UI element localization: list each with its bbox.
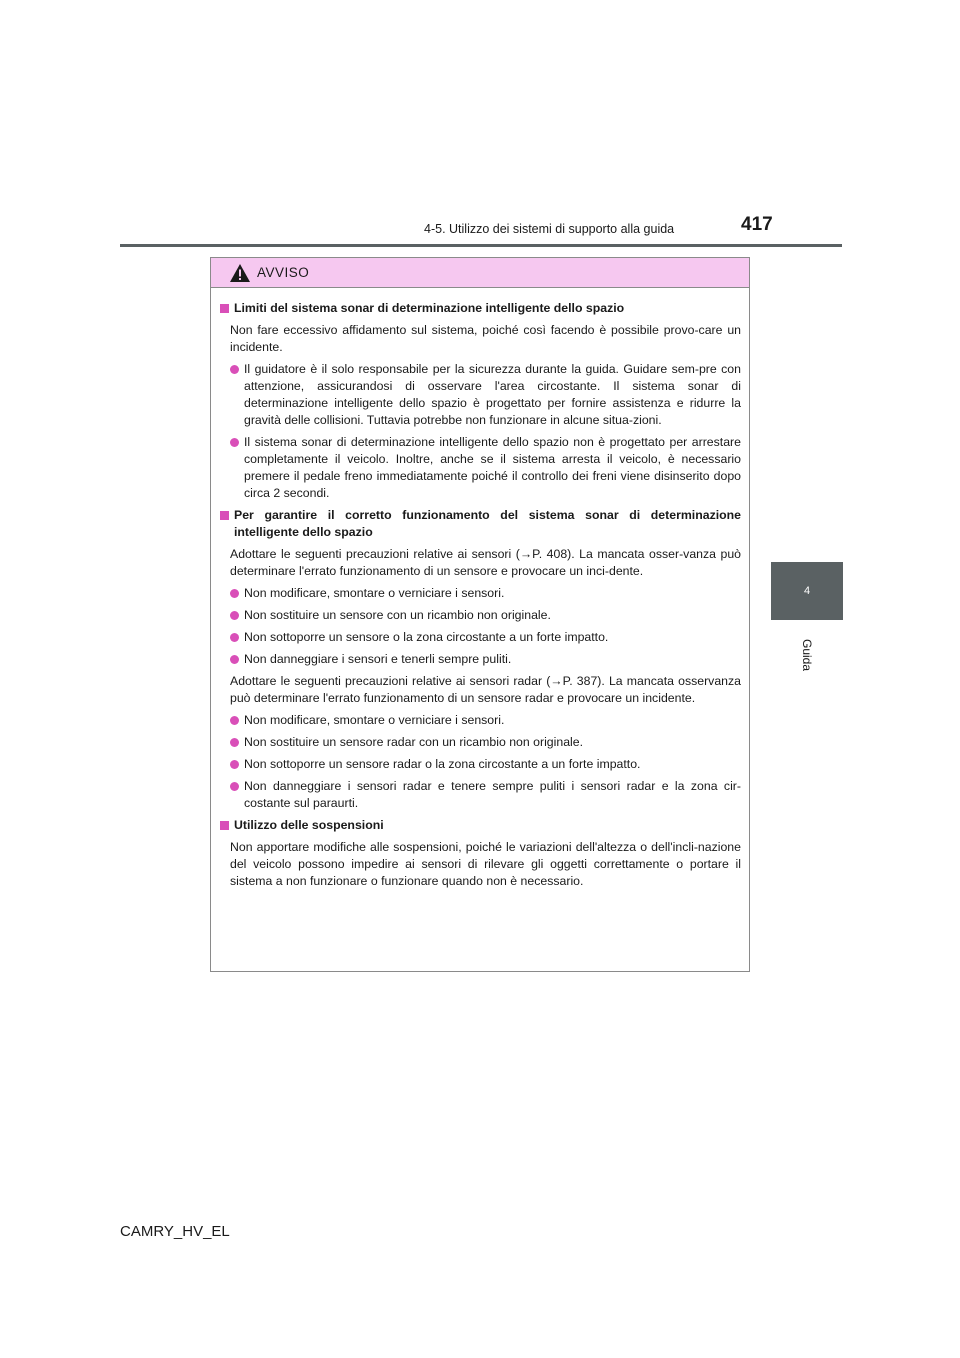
section-title-text: Utilizzo delle sospensioni [234, 818, 384, 832]
list-item [220, 651, 741, 668]
list-item [220, 778, 741, 812]
list-item [220, 756, 741, 773]
list-item [220, 585, 741, 602]
list-item [220, 434, 741, 502]
chapter-tab: 4 [771, 562, 843, 620]
list-item [220, 734, 741, 751]
round-bullet-icon [230, 782, 239, 791]
list-item [220, 712, 741, 729]
square-bullet-icon [220, 821, 229, 830]
round-bullet-icon [230, 716, 239, 725]
section-title [220, 300, 741, 317]
page-number: 417 [741, 214, 773, 235]
round-bullet-icon [230, 633, 239, 642]
list-item-text: Non sottoporre un sensore o la zona circostante a un forte impatto. [244, 630, 609, 644]
list-item [220, 607, 741, 624]
list-item-text: Non modificare, smontare o verniciare i sensori. [244, 586, 505, 600]
section-title [220, 507, 741, 541]
round-bullet-icon [230, 365, 239, 374]
square-bullet-icon [220, 511, 229, 520]
round-bullet-icon [230, 438, 239, 447]
list-item [220, 629, 741, 646]
list-item-text: Il sistema sonar di determinazione intelligente dello spazio non è progettato per arrestare completamente il veicolo. Inoltre, anche se il sistema arresta il veicolo, è necessario premere il pedale freno immediatamente poiché il controllo dei freni viene disinserito dopo circa 2 secondi. [244, 435, 741, 500]
round-bullet-icon [230, 611, 239, 620]
header-rule [120, 244, 842, 247]
round-bullet-icon [230, 655, 239, 664]
list-item-text: Il guidatore è il solo responsabile per la sicurezza durante la guida. Guidare sem-pre con attenzione, assicurandosi di osservare l'area circostante. Il sistema sonar di determinazione intelligente dello spazio è progettato per fornire assistenza e ridurre la gravità delle collisioni. Tuttavia potrebbe non funzionare in alcune situa-zioni. [244, 362, 741, 427]
paragraph: Adottare le seguenti precauzioni relative ai sensori (→P. 408). La mancata osser-vanza può determinare l'errato funzionamento di un sensore e provocare un inci-dente. [230, 547, 741, 578]
list-item-text: Non sottoporre un sensore radar o la zona circostante a un forte impatto. [244, 757, 641, 771]
list-item-text: Non danneggiare i sensori radar e tenere sempre puliti i sensori radar e la zona cir-costante sul paraurti. [244, 779, 741, 810]
section-title [220, 817, 741, 834]
section-title-text: Per garantire il corretto funzionamento del sistema sonar di determinazione intelligente dello spazio [234, 508, 741, 539]
warning-box [210, 257, 750, 972]
paragraph: Non apportare modifiche alle sospensioni, poiché le variazioni dell'altezza o dell'incli-nazione del veicolo possono impedire ai sensori di rilevare gli oggetti correttamente o portare il sistema a non funzionare o funzionare quando non è necessario. [230, 840, 741, 888]
chapter-label: Guida [800, 638, 814, 672]
square-bullet-icon [220, 304, 229, 313]
warning-triangle-icon [229, 263, 251, 283]
round-bullet-icon [230, 738, 239, 747]
paragraph: Non fare eccessivo affidamento sul sistema, poiché così facendo è possibile provo-care un incidente. [230, 323, 741, 354]
warning-body [211, 288, 749, 890]
list-item-text: Non modificare, smontare o verniciare i sensori. [244, 713, 505, 727]
section-title-text: Limiti del sistema sonar di determinazione intelligente dello spazio [234, 301, 625, 315]
list-item [220, 361, 741, 429]
round-bullet-icon [230, 589, 239, 598]
warning-header [211, 258, 749, 288]
round-bullet-icon [230, 760, 239, 769]
list-item-text: Non sostituire un sensore con un ricambio non originale. [244, 608, 551, 622]
list-item-text: Non sostituire un sensore radar con un ricambio non originale. [244, 735, 584, 749]
header-section-title: 4-5. Utilizzo dei sistemi di supporto alla guida [424, 222, 675, 236]
paragraph: Adottare le seguenti precauzioni relative ai sensori radar (→P. 387). La mancata osservanza può determinare l'errato funzionamento di un sensore radar e provocare un incidente. [230, 674, 741, 705]
model-code: CAMRY_HV_EL [120, 1223, 230, 1240]
warning-title: AVVISO [257, 265, 310, 280]
list-item-text: Non danneggiare i sensori e tenerli sempre puliti. [244, 652, 512, 666]
